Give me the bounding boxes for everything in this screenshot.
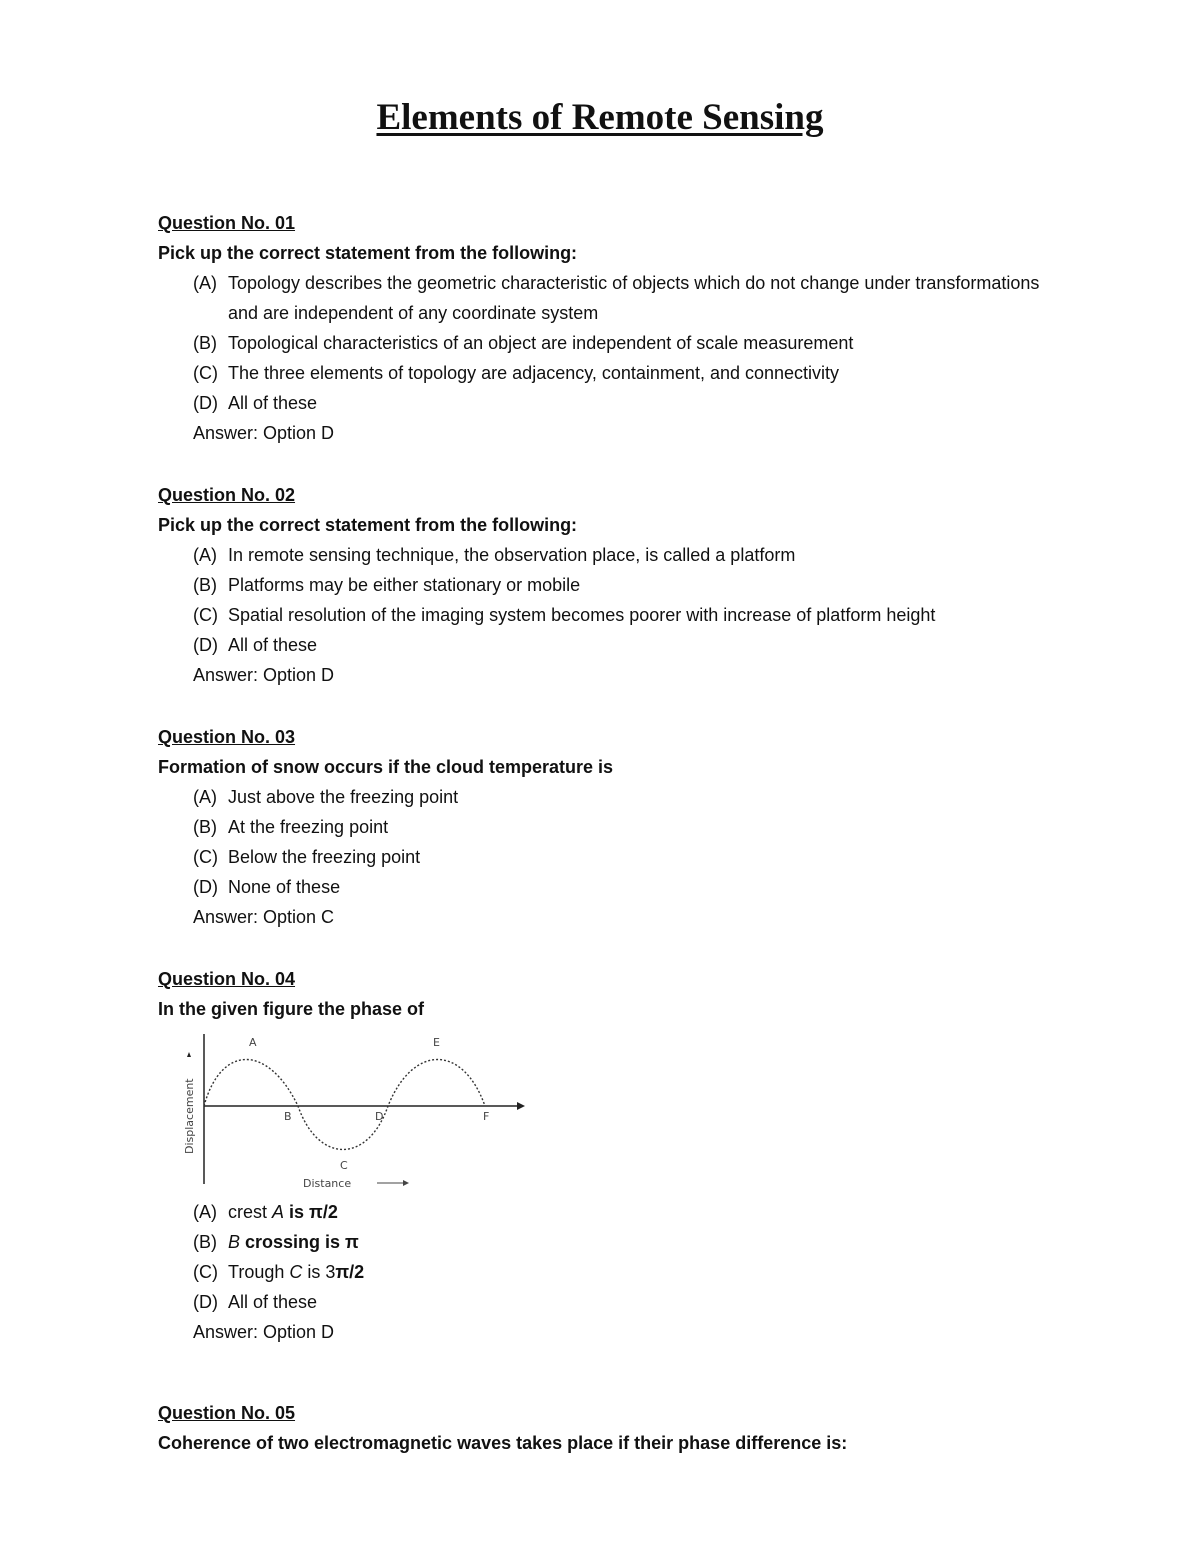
question-number: Question No. 03 [158, 727, 296, 747]
x-axis-arrow-icon [517, 1102, 525, 1110]
option-letter: (D) [193, 877, 218, 897]
question-text: Formation of snow occurs if the cloud temperature is [158, 757, 614, 777]
option-text-italic: A [272, 1202, 285, 1222]
option-letter: (A) [193, 787, 217, 807]
option-text-bold: π/2 [335, 1262, 365, 1282]
y-axis-arrow-icon [187, 1052, 191, 1057]
option-a [158, 1197, 1058, 1227]
option-letter: (A) [193, 1202, 217, 1222]
page-title: Elements of Remote Sensing [376, 97, 824, 138]
option-c [158, 600, 1058, 630]
option-text: In remote sensing technique, the observation place, is called a platform [228, 545, 796, 565]
y-axis-label: Displacement [183, 1078, 196, 1154]
option-text: Topology describes the geometric characteristic of objects which do not change under transformations and are independent of any coordinate system [228, 273, 1040, 323]
option-text: Spatial resolution of the imaging system becomes poorer with increase of platform height [228, 605, 936, 625]
point-label-c: C [340, 1159, 348, 1172]
x-axis-label: Distance [303, 1177, 352, 1190]
option-a [158, 268, 1058, 328]
point-label-f: F [483, 1110, 490, 1123]
wave-figure [158, 1024, 1058, 1197]
point-label-a: A [249, 1036, 257, 1049]
option-letter: (B) [193, 333, 217, 353]
option-letter: (B) [193, 1232, 217, 1252]
x-label-arrow-icon [403, 1180, 409, 1186]
question-block-01 [158, 208, 1058, 448]
option-text-bold: is π/2 [284, 1202, 338, 1222]
answer-text: Answer: Option C [193, 907, 335, 927]
wave-diagram [173, 1024, 553, 1194]
point-label-d: D [375, 1110, 384, 1123]
option-d [158, 872, 1058, 902]
option-c [158, 358, 1058, 388]
option-letter: (D) [193, 635, 218, 655]
question-text: Pick up the correct statement from the following: [158, 243, 578, 263]
option-a [158, 782, 1058, 812]
question-text: In the given figure the phase of [158, 999, 425, 1019]
question-number: Question No. 02 [158, 485, 296, 505]
option-c [158, 1257, 1058, 1287]
option-letter: (A) [193, 273, 217, 293]
option-text: Just above the freezing point [228, 787, 459, 807]
question-block-05 [158, 1398, 1058, 1458]
question-text: Pick up the correct statement from the following: [158, 515, 578, 535]
answer-text: Answer: Option D [193, 1322, 335, 1342]
option-letter: (C) [193, 847, 218, 867]
option-d [158, 1287, 1058, 1317]
option-text-bold: crossing is π [240, 1232, 359, 1252]
option-text: None of these [228, 877, 341, 897]
option-b [158, 812, 1058, 842]
question-block-03 [158, 722, 1058, 932]
option-text: The three elements of topology are adjacency, containment, and connectivity [228, 363, 840, 383]
question-number: Question No. 05 [158, 1403, 296, 1423]
option-b [158, 570, 1058, 600]
answer-text: Answer: Option D [193, 665, 335, 685]
point-label-e: E [433, 1036, 440, 1049]
question-number: Question No. 04 [158, 969, 296, 989]
option-letter: (C) [193, 363, 218, 383]
question-block-02 [158, 480, 1058, 690]
option-text: All of these [228, 1292, 318, 1312]
option-d [158, 388, 1058, 418]
option-text-pre: Trough [228, 1262, 290, 1282]
option-letter: (C) [193, 1262, 218, 1282]
option-b [158, 1227, 1058, 1257]
option-text-tail: is 3 [302, 1262, 336, 1282]
option-d [158, 630, 1058, 660]
option-letter: (D) [193, 393, 218, 413]
option-letter: (C) [193, 605, 218, 625]
option-text: All of these [228, 393, 318, 413]
question-number: Question No. 01 [158, 213, 296, 233]
point-label-b: B [284, 1110, 292, 1123]
option-b [158, 328, 1058, 358]
option-c [158, 842, 1058, 872]
answer-text: Answer: Option D [193, 423, 335, 443]
option-letter: (D) [193, 1292, 218, 1312]
option-text: All of these [228, 635, 318, 655]
option-text-pre: crest [228, 1202, 273, 1222]
option-text-italic: B [228, 1232, 241, 1252]
wave-curve [204, 1060, 485, 1150]
option-text: At the freezing point [228, 817, 389, 837]
option-letter: (B) [193, 817, 217, 837]
option-letter: (A) [193, 545, 217, 565]
option-text: Platforms may be either stationary or mobile [228, 575, 581, 595]
option-a [158, 540, 1058, 570]
option-letter: (B) [193, 575, 217, 595]
option-text-italic: C [289, 1262, 303, 1282]
question-block-04 [158, 964, 1058, 1347]
option-text: Below the freezing point [228, 847, 421, 867]
option-text: Topological characteristics of an object are independent of scale measurement [228, 333, 854, 353]
question-text: Coherence of two electromagnetic waves takes place if their phase difference is: [158, 1433, 848, 1453]
